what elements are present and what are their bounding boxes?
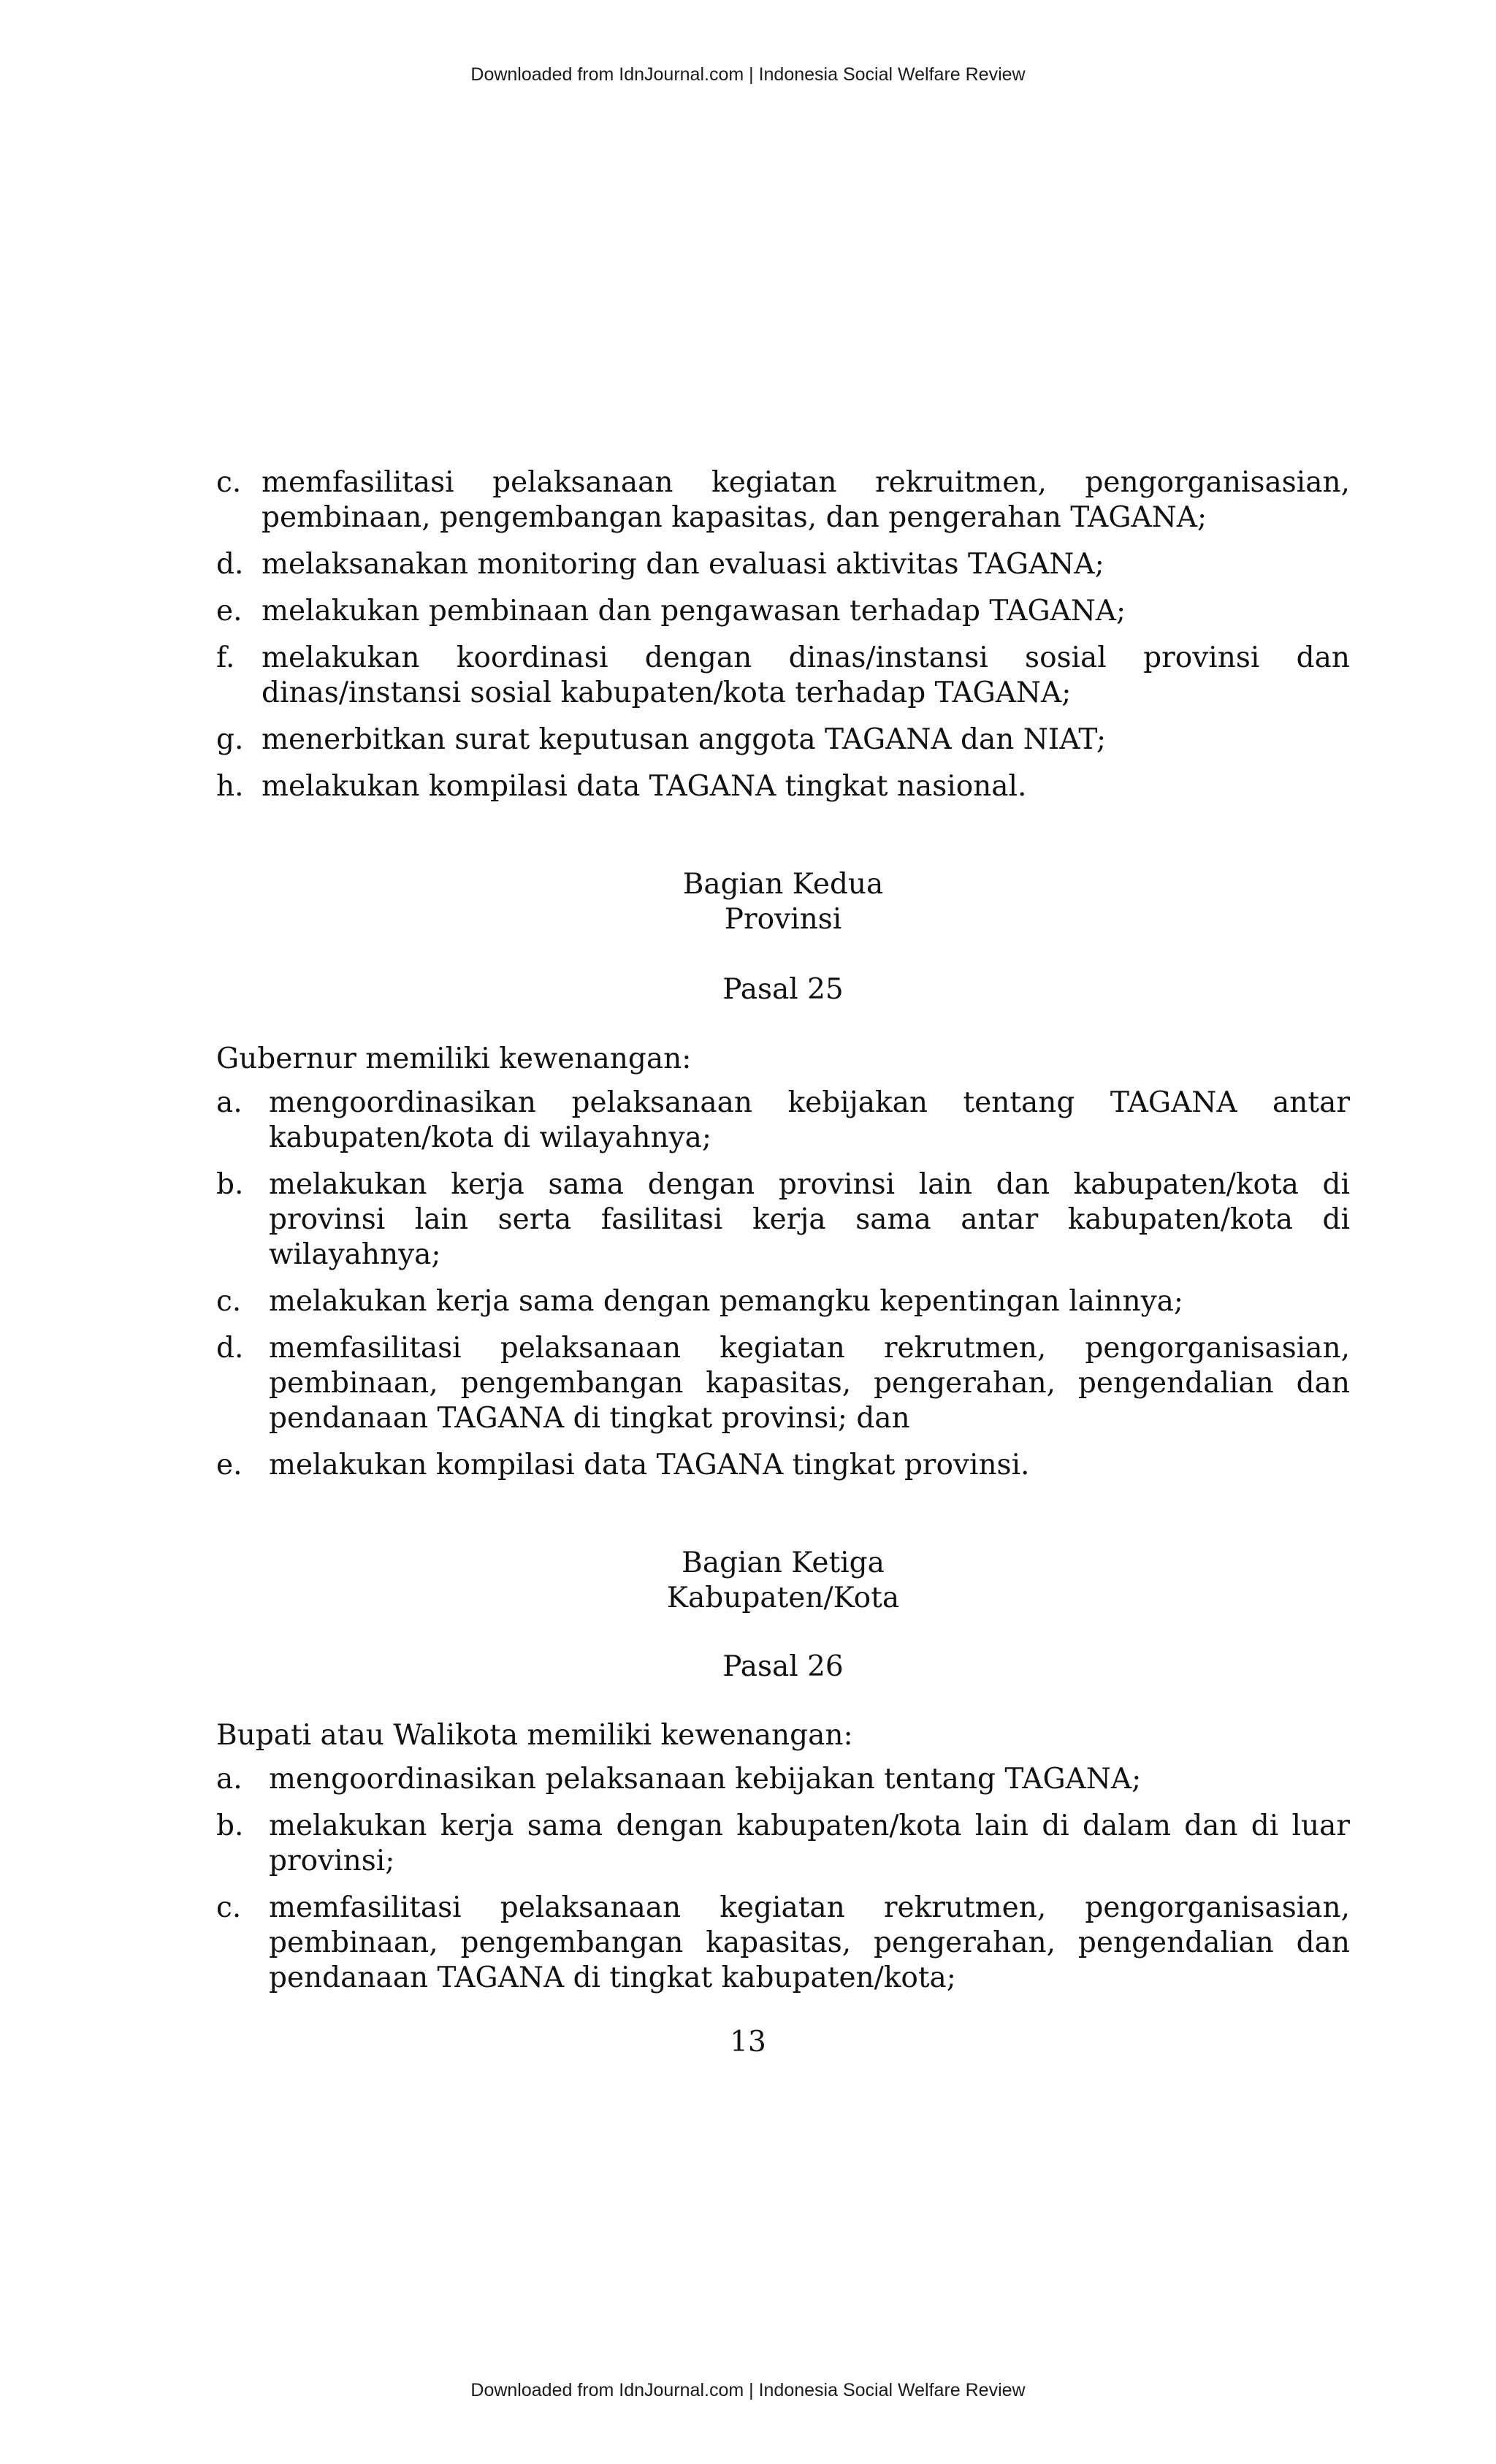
list-marker: d. [216,1332,244,1365]
pusat-authority-list [216,465,1350,816]
list [216,1762,1350,1996]
section-intro: Gubernur memiliki kewenangan: [216,1042,692,1075]
section-provinsi [216,867,1350,937]
list-item-text: memfasilitasi pelaksanaan kegiatan rekruitmen, pengorganisasian, pembinaan, pengembangan kapasitas, dan pengerahan TAGANA; [262,466,1350,534]
list-marker: c. [216,1891,242,1924]
list-item [216,722,1350,758]
list-marker: h. [216,770,244,803]
section-bagian-heading: Bagian Ketiga [682,1546,885,1579]
list-item [216,1284,1350,1319]
kabupaten-authority [216,1718,1350,2007]
list-marker: g. [216,723,244,756]
list-item-text: melakukan kerja sama dengan kabupaten/kota lain di dalam dan di luar provinsi; [269,1809,1350,1877]
provinsi-authority [216,1042,1350,1495]
list-item-text: melakukan kerja sama dengan pemangku kepentingan lainnya; [269,1285,1184,1318]
section-intro: Bupati atau Walikota memiliki kewenangan: [216,1719,853,1752]
pasal-heading: Pasal 25 [722,973,844,1006]
list-item [216,465,1350,535]
section-kabupaten [216,1546,1350,1616]
list-item [216,1167,1350,1273]
list-item-text: melaksanakan monitoring dan evaluasi aktivitas TAGANA; [262,548,1104,581]
list [216,1086,1350,1483]
list-item-text: memfasilitasi pelaksanaan kegiatan rekrutmen, pengorganisasian, pembinaan, pengembangan kapasitas, pengerahan, pengendalian dan pendanaan TAGANA di tingkat provinsi; dan [269,1332,1350,1435]
list-marker: a. [216,1086,243,1119]
list-marker: b. [216,1809,244,1842]
list-item [216,594,1350,629]
list-item [216,641,1350,711]
list-item-text: melakukan kompilasi data TAGANA tingkat nasional. [262,770,1027,803]
list-item [216,1448,1350,1483]
list-item-text: mengoordinasikan pelaksanaan kebijakan tentang TAGANA antar kabupaten/kota di wilayahnya; [269,1086,1350,1154]
list-item [216,769,1350,804]
section-title: Kabupaten/Kota [666,1582,900,1614]
list-item-text: melakukan pembinaan dan pengawasan terhadap TAGANA; [262,595,1126,628]
pasal-heading: Pasal 26 [722,1650,844,1683]
pasal-26-block [216,1649,1350,1685]
list-item-text: melakukan kompilasi data TAGANA tingkat provinsi. [269,1449,1030,1481]
source-banner-top: Downloaded from IdnJournal.com | Indonesia Social Welfare Review [470,64,1026,85]
list-marker: b. [216,1168,244,1201]
list-item [216,1809,1350,1879]
list-item [216,1086,1350,1156]
list-marker: a. [216,1763,243,1796]
list-item [216,547,1350,582]
list-item-text: melakukan koordinasi dengan dinas/instansi sosial provinsi dan dinas/instansi sosial kabupaten/kota terhadap TAGANA; [262,641,1350,709]
list-item-text: mengoordinasikan pelaksanaan kebijakan tentang TAGANA; [269,1763,1142,1796]
list-marker: e. [216,595,243,628]
section-bagian-heading: Bagian Kedua [682,868,884,901]
pasal-25-block [216,972,1350,1007]
list-item-text: menerbitkan surat keputusan anggota TAGANA dan NIAT; [262,723,1107,756]
list-marker: c. [216,1285,242,1318]
section-title: Provinsi [724,903,842,936]
list-marker: f. [216,641,235,674]
page-number: 13 [730,2026,766,2059]
list-item-text: memfasilitasi pelaksanaan kegiatan rekrutmen, pengorganisasian, pembinaan, pengembangan kapasitas, pengerahan, pengendalian dan pendanaan TAGANA di tingkat kabupaten/kota; [269,1891,1350,1994]
list-item [216,1762,1350,1797]
list-marker: c. [216,466,242,499]
list [216,465,1350,804]
list-marker: e. [216,1449,243,1481]
list-item [216,1331,1350,1436]
list-item [216,1891,1350,1996]
list-marker: d. [216,548,244,581]
source-banner-bottom: Downloaded from IdnJournal.com | Indonesia Social Welfare Review [470,2380,1026,2400]
list-item-text: melakukan kerja sama dengan provinsi lain dan kabupaten/kota di provinsi lain serta fasilitasi kerja sama antar kabupaten/kota di wilayahnya; [269,1168,1350,1271]
